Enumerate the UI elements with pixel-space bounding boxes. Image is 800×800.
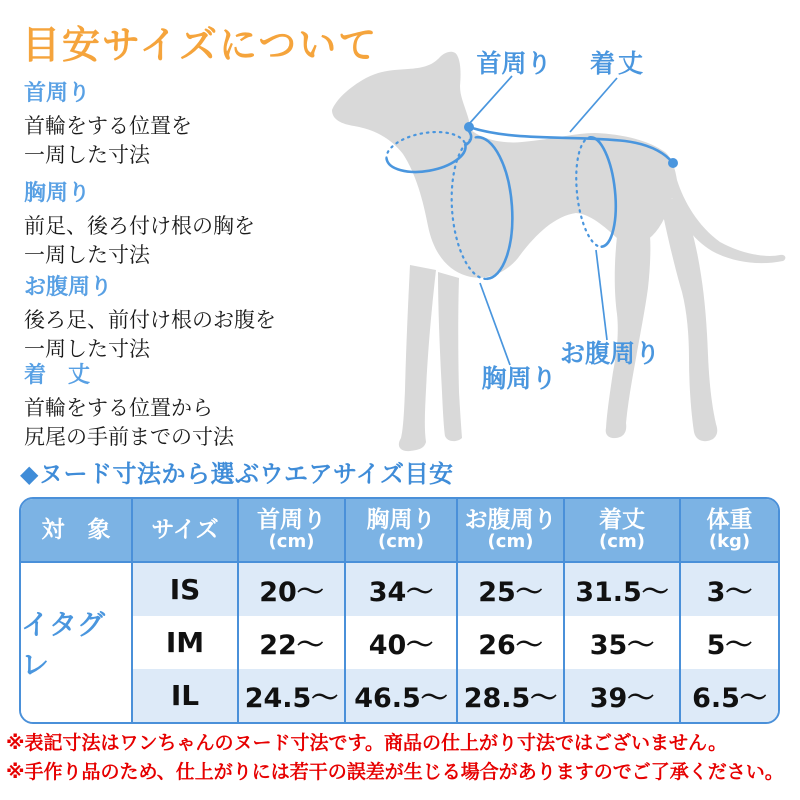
- size-cell: IL: [131, 669, 237, 722]
- diagram-chest-label: 胸周り: [481, 364, 557, 393]
- measurement-def-belly: [24, 270, 276, 364]
- value-cell: 24.5〜: [237, 669, 344, 722]
- size-cell: IM: [131, 616, 237, 669]
- value-cell: 26〜: [456, 616, 563, 669]
- measurement-def-neck: [24, 76, 192, 170]
- length-end-dot: [668, 158, 678, 168]
- col-header-length: [563, 499, 679, 563]
- size-table-heading: ◆ヌード寸法から選ぶウエアサイズ目安: [20, 460, 454, 488]
- size-table: [19, 497, 780, 724]
- col-header-text: 首周り: [257, 507, 326, 533]
- measurement-def-length: [24, 358, 234, 452]
- col-header-text: サイズ: [151, 517, 219, 543]
- value-cell: 3〜: [679, 563, 778, 616]
- dog-illustration: [330, 40, 790, 460]
- value-cell: 39〜: [563, 669, 679, 722]
- col-header-text: 着丈: [599, 507, 645, 533]
- dog-silhouette: [332, 52, 785, 451]
- col-header-belly: [456, 499, 563, 563]
- col-header-unit: (cm): [599, 531, 645, 552]
- note-line: ※表記寸法はワンちゃんのヌード寸法です。商品の仕上がり寸法ではございません。: [6, 732, 728, 754]
- measurement-label: 着 丈: [24, 363, 91, 388]
- value-cell: 5〜: [679, 616, 778, 669]
- col-header-unit: (kg): [708, 531, 751, 552]
- col-header-text: 体重: [706, 507, 753, 533]
- value-cell: 34〜: [344, 563, 456, 616]
- col-header-unit: (cm): [487, 531, 534, 552]
- measurement-desc-line: 一周した寸法: [24, 143, 150, 167]
- page-title: 目安サイズについて: [22, 23, 379, 67]
- dog-front-leg-far: [438, 272, 462, 441]
- measurement-def-chest: [24, 176, 255, 270]
- chest-leader-line: [480, 283, 510, 365]
- dog-body: [332, 52, 785, 278]
- neck-leader-line: [469, 76, 512, 124]
- value-cell: 35〜: [563, 616, 679, 669]
- value-cell: 31.5〜: [563, 563, 679, 616]
- measurement-label: お腹周り: [24, 275, 113, 300]
- col-header-weight: [679, 499, 778, 563]
- measurement-desc-line: 首輪をする位置を: [24, 114, 192, 138]
- length-leader-line: [570, 78, 617, 132]
- value-cell: 22〜: [237, 616, 344, 669]
- note-line: ※手作り品のため、仕上がりには若干の誤差が生じる場合がありますのでご了承ください。: [6, 761, 784, 783]
- col-header-chest: [344, 499, 456, 563]
- belly-leader-line: [596, 250, 607, 340]
- value-cell: 6.5〜: [679, 669, 778, 722]
- disclaimer-notes: [6, 729, 784, 787]
- measurement-desc-line: 一周した寸法: [24, 243, 150, 267]
- value-cell: 20〜: [237, 563, 344, 616]
- measurement-desc-line: 後ろ足、前付け根のお腹を: [24, 308, 276, 332]
- measurement-desc-line: 尻尾の手前までの寸法: [24, 425, 234, 449]
- measurement-label: 胸周り: [24, 181, 91, 206]
- col-header-text: 胸周り: [366, 507, 436, 533]
- diagram-neck-label: 首周り: [476, 49, 552, 78]
- col-header-text: 対 象: [41, 517, 111, 543]
- value-cell: 40〜: [344, 616, 456, 669]
- col-header-text: お腹周り: [464, 507, 557, 533]
- measurement-desc-line: 一周した寸法: [24, 337, 150, 361]
- col-header-size: [131, 499, 237, 563]
- value-cell: 25〜: [456, 563, 563, 616]
- value-cell: 46.5〜: [344, 669, 456, 722]
- dog-front-leg-near: [399, 265, 436, 451]
- diagram-length-label: 着丈: [589, 49, 647, 78]
- col-header-neck: [237, 499, 344, 563]
- value-cell: 28.5〜: [456, 669, 563, 722]
- col-header-target: [21, 499, 131, 563]
- size-cell: IS: [131, 563, 237, 616]
- col-header-unit: (cm): [268, 531, 315, 552]
- measurement-desc-line: 首輪をする位置から: [24, 396, 213, 420]
- measurement-label: 首周り: [24, 81, 91, 106]
- target-breed-cell: イタグレ: [21, 563, 131, 722]
- dog-rear-leg-far: [606, 236, 651, 438]
- col-header-unit: (cm): [378, 531, 424, 552]
- diagram-belly-label: お腹周り: [559, 339, 661, 368]
- measurement-desc-line: 前足、後ろ付け根の胸を: [24, 214, 255, 238]
